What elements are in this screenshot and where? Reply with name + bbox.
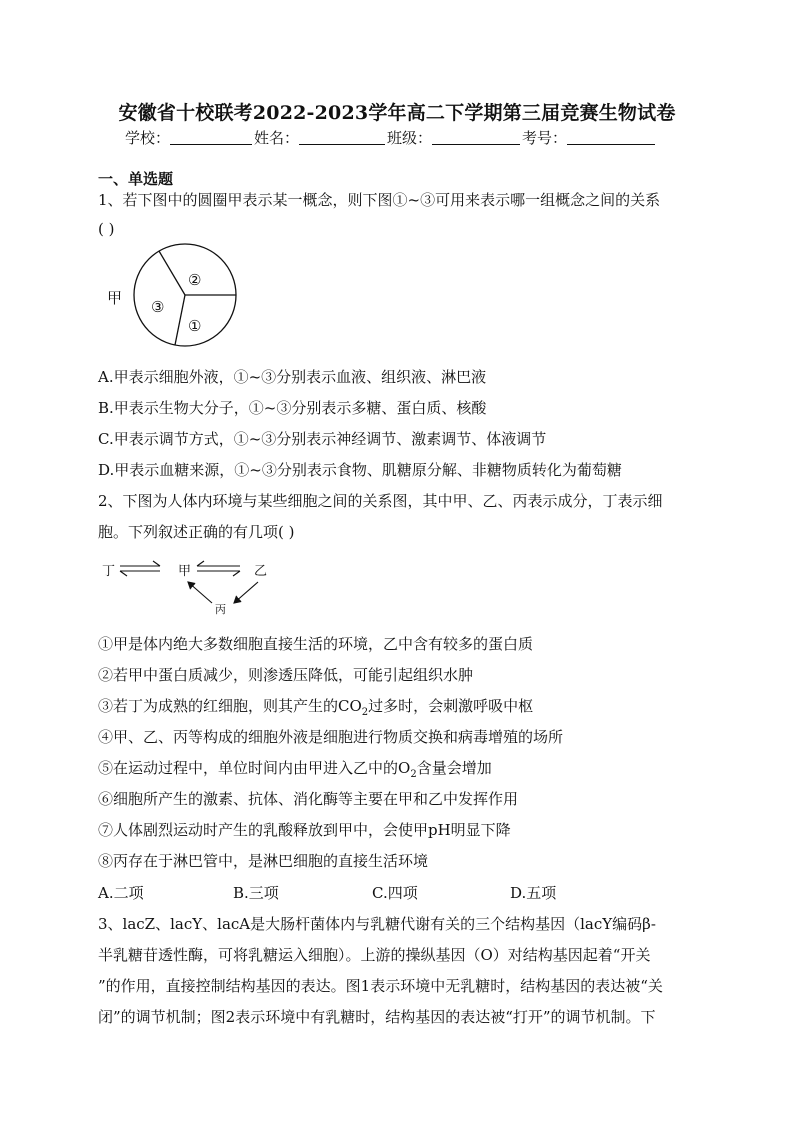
q1-option-b[interactable]: B.甲表示生物大分子，①~③分别表示多糖、蛋白质、核酸: [98, 399, 487, 417]
q3-line-1: 3、lacZ、lacY、lacA是大肠杆菌体内与乳糖代谢有关的三个结构基因（lacY编码β-: [98, 915, 656, 933]
q1-option-c[interactable]: C.甲表示调节方式，①~③分别表示神经调节、激素调节、体液调节: [98, 430, 547, 448]
name-blank[interactable]: [299, 129, 385, 145]
q3-line-4: 闭”的调节机制；图2表示环境中有乳糖时，结构基因的表达被“打开”的调节机制。下: [98, 1008, 656, 1026]
q2-arrow-yi-to-bing: [234, 582, 258, 603]
q2-stem-line2: 胞。下列叙述正确的有几项( ): [98, 523, 295, 541]
q2-arrow-jia-to-ding: [120, 571, 160, 576]
q1-divider-top: [159, 251, 185, 295]
q1-option-d[interactable]: D.甲表示血糖来源，①~③分别表示食物、肌糖原分解、非糖物质转化为葡萄糖: [98, 461, 622, 479]
page-title: 安徽省十校联考2022-2023学年高二下学期第三届竞赛生物试卷: [118, 102, 676, 124]
q2-statement-5: ⑤在运动过程中，单位时间内由甲进入乙中的$O_2$含量会增加: [98, 759, 492, 780]
q3-line-2: 半乳糖苷透性酶，可将乳糖运入细胞）。上游的操纵基因（O）对结构基因起着“开关: [98, 946, 651, 964]
q2-label-bing: 丙: [215, 603, 226, 616]
q2-statement-1: ①甲是体内绝大多数细胞直接生活的环境，乙中含有较多的蛋白质: [98, 635, 534, 653]
exam-no-blank[interactable]: [567, 129, 655, 145]
q2-option-b[interactable]: B.三项: [233, 884, 279, 902]
q2-label-yi: 乙: [254, 564, 268, 579]
q1-circle-diagram: [100, 240, 245, 350]
q2-arrow-yi-to-jia: [197, 561, 240, 566]
q2-label-jia: 甲: [178, 564, 192, 579]
q1-label-jia: 甲: [107, 289, 123, 307]
q2-option-a[interactable]: A.二项: [98, 884, 144, 902]
q1-label-3: ③: [151, 298, 165, 316]
q2-statement-3: ③若丁为成熟的红细胞，则其产生的$CO_2$过多时，会刺激呼吸中枢: [98, 697, 534, 718]
school-blank[interactable]: [170, 129, 252, 145]
q1-option-a[interactable]: A.甲表示细胞外液，①~③分别表示血液、组织液、淋巴液: [98, 368, 487, 386]
q3-line-3: ”的作用，直接控制结构基因的表达。图1表示环境中无乳糖时，结构基因的表达被“关: [98, 977, 663, 995]
q2-arrow-bing-to-jia: [188, 582, 212, 603]
q2-arrow-ding-to-jia: [120, 561, 160, 566]
q1-stem-line2: ( ): [98, 220, 115, 238]
q2-option-d[interactable]: D.五项: [510, 884, 557, 902]
student-info-row: [125, 127, 657, 148]
q2-statement-7: ⑦人体剧烈运动时产生的乳酸释放到甲中，会使甲pH明显下降: [98, 821, 511, 839]
class-label: 班级：: [387, 129, 433, 147]
q2-statement-2: ②若甲中蛋白质减少，则渗透压降低，可能引起组织水肿: [98, 666, 474, 684]
q1-stem-line1: 1、若下图中的圆圈甲表示某一概念，则下图①~③可用来表示哪一组概念之间的关系: [98, 191, 661, 209]
q2-label-ding: 丁: [102, 564, 116, 579]
q2-arrow-jia-to-yi: [197, 571, 240, 576]
q1-divider-bottom: [175, 295, 185, 345]
q2-statement-8: ⑧丙存在于淋巴管中，是淋巴细胞的直接生活环境: [98, 852, 429, 870]
class-blank[interactable]: [432, 129, 520, 145]
name-label: 姓名：: [254, 129, 300, 147]
exam-no-label: 考号：: [522, 129, 568, 147]
q1-label-1: ①: [188, 317, 202, 335]
q2-statement-6: ⑥细胞所产生的激素、抗体、消化酶等主要在甲和乙中发挥作用: [98, 790, 519, 808]
q1-label-2: ②: [188, 271, 202, 289]
q2-relation-diagram: [100, 558, 280, 620]
section-heading: 一、单选题: [98, 170, 174, 188]
q2-statement-4: ④甲、乙、丙等构成的细胞外液是细胞进行物质交换和病毒增殖的场所: [98, 728, 564, 746]
school-label: 学校：: [125, 129, 171, 147]
q2-option-c[interactable]: C.四项: [372, 884, 418, 902]
q2-stem-line1: 2、下图为人体内环境与某些细胞之间的关系图，其中甲、乙、丙表示成分，丁表示细: [98, 492, 663, 510]
